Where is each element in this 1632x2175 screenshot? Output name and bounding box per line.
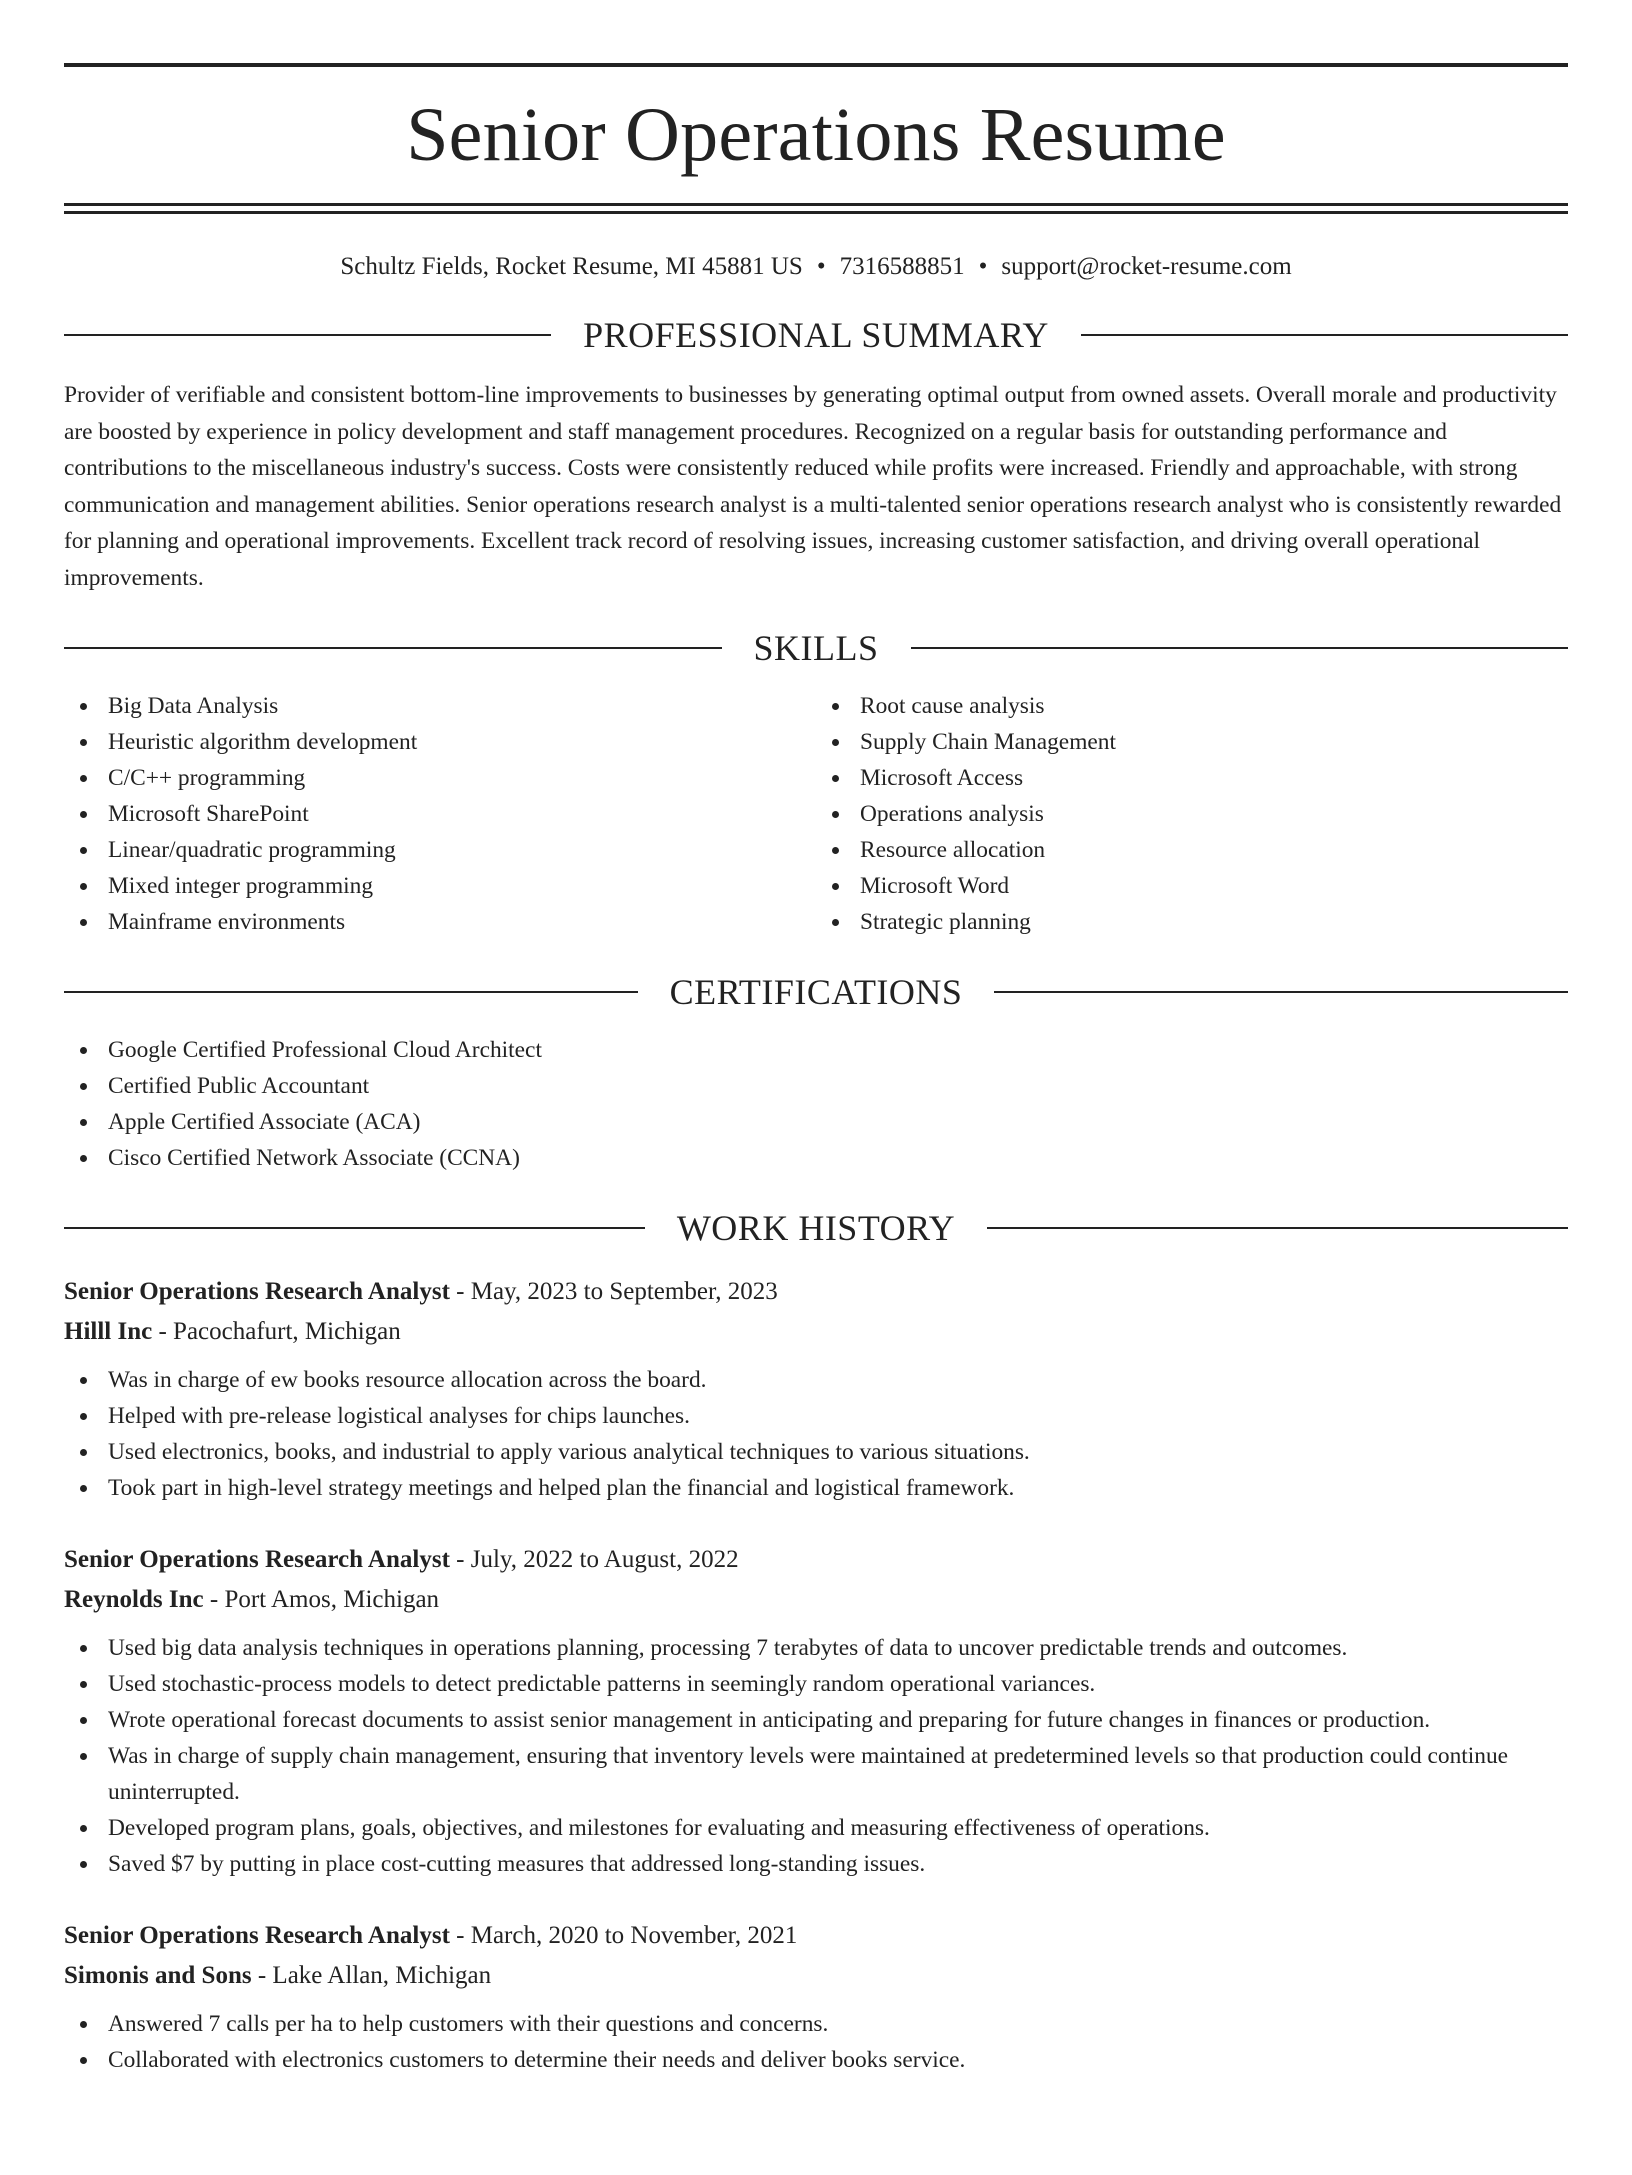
skill-item: Heuristic algorithm development xyxy=(108,724,816,760)
job-dates: - March, 2020 to November, 2021 xyxy=(449,1922,798,1949)
section-divider xyxy=(64,1227,645,1229)
work-heading: WORK HISTORY xyxy=(676,1208,956,1248)
job-bullets xyxy=(64,1362,1568,1506)
section-divider xyxy=(64,991,638,993)
certification-item: Apple Certified Associate (ACA) xyxy=(108,1104,1568,1140)
job-entry xyxy=(64,1540,1568,1882)
skill-item: Resource allocation xyxy=(860,832,1568,868)
contact-email: support@rocket-resume.com xyxy=(1001,253,1292,280)
job-bullet: Used stochastic-process models to detect predictable patterns in seemingly random operational variances. xyxy=(108,1666,1568,1702)
skills-list-right xyxy=(816,688,1568,940)
job-company: Hilll Inc xyxy=(64,1318,153,1345)
certifications-section-header xyxy=(64,972,1568,1012)
job-bullet: Developed program plans, goals, objectives, and milestones for evaluating and measuring effectiveness of operations. xyxy=(108,1810,1568,1846)
summary-text: Provider of verifiable and consistent bottom-line improvements to businesses by generating optimal output from owned assets. Overall morale and productivity are boosted by experience in policy development and staff management procedures. Recognized on a regular basis for outstanding performance and contributions to the miscellaneous industry's success. Costs were consistently reduced while profits were increased. Friendly and approachable, with strong communication and management abilities. Senior operations research analyst is a multi-talented senior operations research analyst who is consistently rewarded for planning and operational improvements. Excellent track record of resolving issues, increasing customer satisfaction, and driving overall operational improvements. xyxy=(64,382,1562,591)
skill-item: C/C++ programming xyxy=(108,760,816,796)
section-divider xyxy=(64,647,722,649)
skills-heading: SKILLS xyxy=(753,628,879,668)
page-title: Senior Operations Resume xyxy=(406,93,1226,177)
certification-item: Certified Public Accountant xyxy=(108,1068,1568,1104)
job-title: Senior Operations Research Analyst xyxy=(64,1278,450,1305)
contact-phone: 7316588851 xyxy=(839,253,965,280)
job-bullet: Answered 7 calls per ha to help customers with their questions and concerns. xyxy=(108,2006,1568,2042)
skill-item: Strategic planning xyxy=(860,904,1568,940)
job-location: - Port Amos, Michigan xyxy=(203,1586,440,1613)
job-company-line xyxy=(64,1580,1568,1620)
skill-item: Microsoft Word xyxy=(860,868,1568,904)
contact-line xyxy=(64,251,1568,283)
job-bullet: Saved $7 by putting in place cost-cutting measures that addressed long-standing issues. xyxy=(108,1846,1568,1882)
job-title-line xyxy=(64,1916,1568,1956)
certifications-heading: CERTIFICATIONS xyxy=(669,972,963,1012)
summary-heading: PROFESSIONAL SUMMARY xyxy=(583,315,1049,355)
job-bullet: Collaborated with electronics customers to determine their needs and deliver books service. xyxy=(108,2042,1568,2078)
job-company-line xyxy=(64,1312,1568,1352)
job-dates: - July, 2022 to August, 2022 xyxy=(449,1546,739,1573)
certifications-list xyxy=(64,1032,1568,1176)
job-bullets xyxy=(64,1630,1568,1882)
work-section-header xyxy=(64,1208,1568,1248)
skill-item: Linear/quadratic programming xyxy=(108,832,816,868)
job-company-line xyxy=(64,1956,1568,1996)
title-double-rule xyxy=(64,203,1568,214)
job-title: Senior Operations Research Analyst xyxy=(64,1546,450,1573)
job-location: - Lake Allan, Michigan xyxy=(251,1962,492,1989)
job-bullet: Helped with pre-release logistical analyses for chips launches. xyxy=(108,1398,1568,1434)
job-bullets xyxy=(64,2006,1568,2078)
skill-item: Operations analysis xyxy=(860,796,1568,832)
skills-grid xyxy=(64,688,1568,940)
section-divider xyxy=(1081,334,1568,336)
section-divider xyxy=(64,334,551,336)
job-bullet: Wrote operational forecast documents to assist senior management in anticipating and preparing for future changes in finances or production. xyxy=(108,1702,1568,1738)
skill-item: Big Data Analysis xyxy=(108,688,816,724)
skill-item: Root cause analysis xyxy=(860,688,1568,724)
skill-item: Microsoft SharePoint xyxy=(108,796,816,832)
job-bullet: Used big data analysis techniques in operations planning, processing 7 terabytes of data to uncover predictable trends and outcomes. xyxy=(108,1630,1568,1666)
job-bullet: Was in charge of ew books resource allocation across the board. xyxy=(108,1362,1568,1398)
job-entry xyxy=(64,1916,1568,2078)
section-divider xyxy=(994,991,1568,993)
section-divider xyxy=(911,647,1569,649)
job-bullet: Used electronics, books, and industrial to apply various analytical techniques to various situations. xyxy=(108,1434,1568,1470)
summary-section-header xyxy=(64,315,1568,355)
section-divider xyxy=(987,1227,1568,1229)
contact-separator: • xyxy=(816,253,826,280)
skill-item: Supply Chain Management xyxy=(860,724,1568,760)
certification-item: Cisco Certified Network Associate (CCNA) xyxy=(108,1140,1568,1176)
skill-item: Microsoft Access xyxy=(860,760,1568,796)
job-company: Simonis and Sons xyxy=(64,1962,252,1989)
skill-item: Mainframe environments xyxy=(108,904,816,940)
job-location: - Pacochafurt, Michigan xyxy=(152,1318,401,1345)
job-title: Senior Operations Research Analyst xyxy=(64,1922,450,1949)
contact-address: Schultz Fields, Rocket Resume, MI 45881 US xyxy=(340,253,803,280)
skills-section-header xyxy=(64,628,1568,668)
job-bullet: Took part in high-level strategy meetings and helped plan the financial and logistical framework. xyxy=(108,1470,1568,1506)
skills-list-left xyxy=(64,688,816,940)
job-title-line xyxy=(64,1540,1568,1580)
skill-item: Mixed integer programming xyxy=(108,868,816,904)
job-company: Reynolds Inc xyxy=(64,1586,204,1613)
job-entry xyxy=(64,1272,1568,1506)
resume-page xyxy=(0,63,1632,2175)
certification-item: Google Certified Professional Cloud Architect xyxy=(108,1032,1568,1068)
job-title-line xyxy=(64,1272,1568,1312)
job-dates: - May, 2023 to September, 2023 xyxy=(449,1278,778,1305)
job-bullet: Was in charge of supply chain management, ensuring that inventory levels were maintained at predetermined levels so that production could continue uninterrupted. xyxy=(108,1738,1568,1810)
contact-separator: • xyxy=(978,253,988,280)
